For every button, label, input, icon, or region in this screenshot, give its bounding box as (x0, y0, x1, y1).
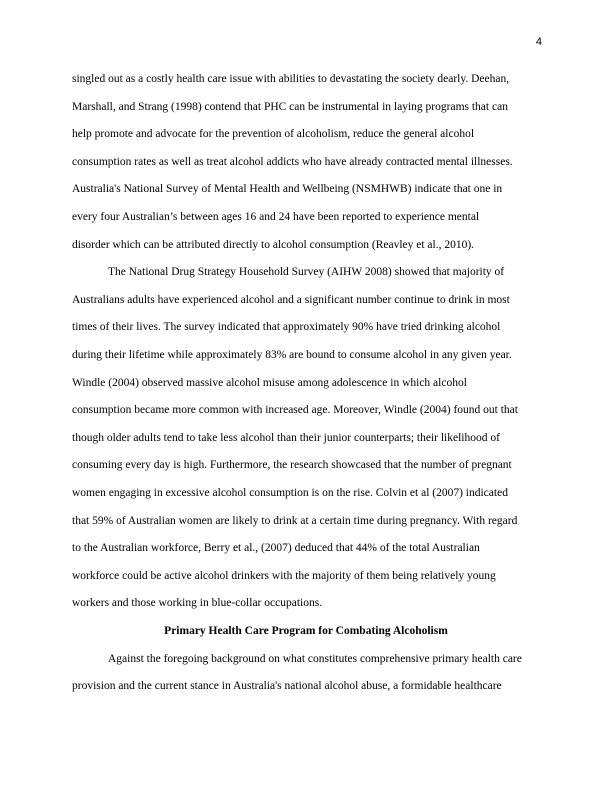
paragraph-2-line-4: during their lifetime while approximately 83% are bound to consume alcohol in any given year. (72, 349, 512, 361)
paragraph-1-line-3: help promote and advocate for the prevention of alcoholism, reduce the general alcohol (72, 128, 475, 140)
paragraph-3-line-1: Against the foregoing background on what constitutes comprehensive primary health care (108, 653, 522, 665)
paragraph-2-line-8: consuming every day is high. Furthermore, the research showcased that the number of pregnant (72, 459, 512, 471)
paragraph-2-line-2: Australians adults have experienced alcohol and a significant number continue to drink in most (72, 294, 510, 306)
paragraph-2-line-6: consumption became more common with increased age. Moreover, Windle (2004) found out that (72, 404, 518, 416)
page-number: 4 (535, 36, 542, 48)
paragraph-1-line-5: Australia's National Survey of Mental Health and Wellbeing (NSMHWB) indicate that one in (72, 183, 503, 195)
paragraph-1-line-4: consumption rates as well as treat alcohol addicts who have already contracted mental illnesses. (72, 156, 513, 168)
paragraph-1-line-1: singled out as a costly health care issue with abilities to devastating the society dearly. Deehan, (72, 73, 510, 85)
paragraph-2-line-3: times of their lives. The survey indicated that approximately 90% have tried drinking alcohol (72, 321, 501, 333)
paragraph-2-line-7: though older adults tend to take less alcohol than their junior counterparts; their likelihood of (72, 432, 500, 444)
paragraph-3-line-2: provision and the current stance in Australia's national alcohol abuse, a formidable healthcare (72, 680, 502, 692)
paragraph-2-line-13: workers and those working in blue-collar occupations. (72, 597, 323, 609)
paragraph-2-line-12: workforce could be active alcohol drinkers with the majority of them being relatively young (72, 570, 496, 582)
paragraph-2-line-10: that 59% of Australian women are likely to drink at a certain time during pregnancy. With regard (72, 515, 518, 527)
paragraph-1-line-6: every four Australian’s between ages 16 and 24 have been reported to experience mental (72, 211, 480, 223)
paragraph-1-line-7: disorder which can be attributed directly to alcohol consumption (Reavley et al., 2010). (72, 239, 475, 251)
paragraph-2-line-9: women engaging in excessive alcohol consumption is on the rise. Colvin et al (2007) indicated (72, 487, 508, 499)
paragraph-2-line-11: to the Australian workforce, Berry et al., (2007) deduced that 44% of the total Australian (72, 542, 480, 554)
section-heading: Primary Health Care Program for Combating Alcoholism (164, 625, 448, 637)
paragraph-2-line-5: Windle (2004) observed massive alcohol misuse among adolescence in which alcohol (72, 377, 467, 389)
paragraph-1-line-2: Marshall, and Strang (1998) contend that PHC can be instrumental in laying programs that can (72, 101, 508, 113)
paragraph-2-line-1: The National Drug Strategy Household Survey (AIHW 2008) showed that majority of (108, 266, 505, 278)
